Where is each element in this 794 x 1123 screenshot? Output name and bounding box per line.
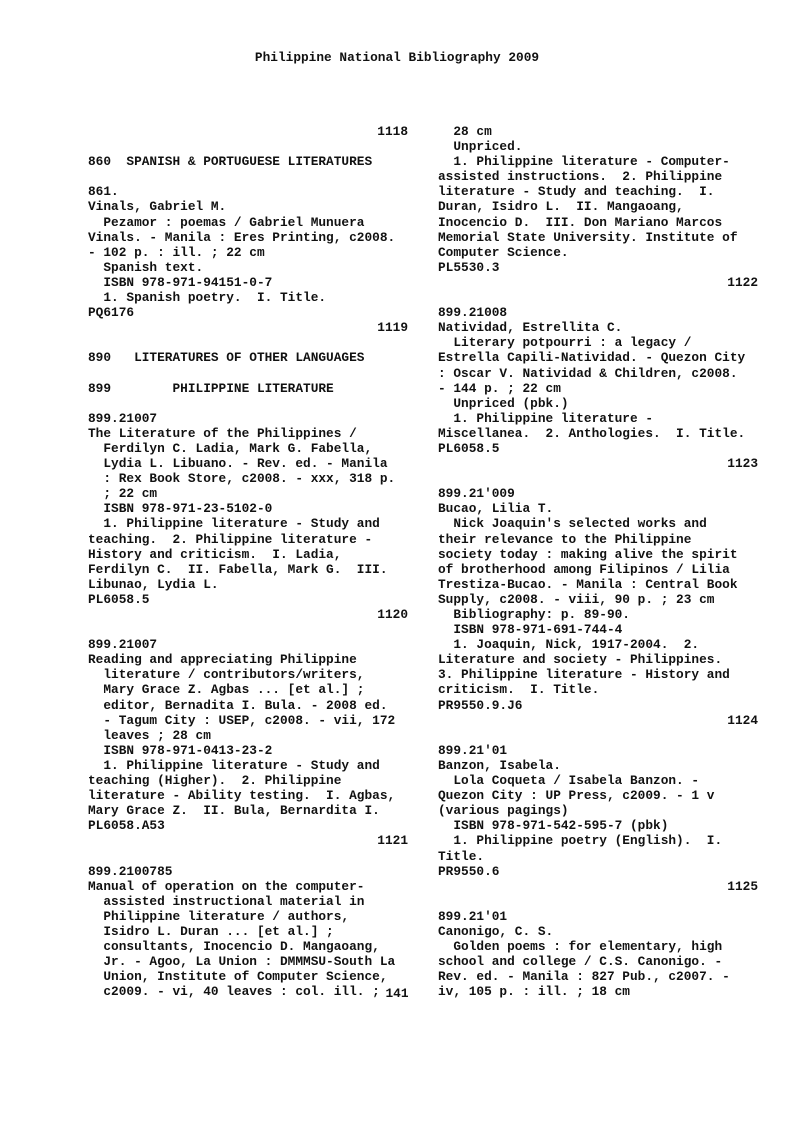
entry-line: 899.2100785 <box>88 863 173 879</box>
entry-line: teaching (Higher). 2. Philippine <box>88 773 342 789</box>
section-heading: 890 LITERATURES OF OTHER LANGUAGES <box>88 350 365 366</box>
entry-line: Bibliography: p. 89-90. <box>438 607 630 622</box>
entry-line: 899.21'01 <box>438 908 508 924</box>
section-heading: 899 PHILIPPINE LITERATURE <box>88 380 334 396</box>
entry-line: PL6058.5 <box>88 591 150 607</box>
entry-line: 899.21'01 <box>438 742 508 758</box>
entry-line: ; 22 cm <box>88 486 158 502</box>
entry-line: Title. <box>438 848 485 864</box>
entry-line: c2009. - vi, 40 leaves : col. ill. ; <box>88 984 380 1000</box>
entry-line: - Tagum City : USEP, c2008. - vii, 172 <box>88 712 396 728</box>
entry-line: 3. Philippine literature - History and <box>438 667 730 683</box>
entry-line: Libunao, Lydia L. <box>88 576 219 592</box>
entry-line: 861. <box>88 184 119 200</box>
entry-line: PR9550.9.J6 <box>438 697 523 713</box>
entry-line: Rev. ed. - Manila : 827 Pub., c2007. - <box>438 969 730 985</box>
entry-line: Inocencio D. III. Don Mariano Marcos <box>438 214 723 230</box>
entry-line: Banzon, Isabela. <box>438 757 561 773</box>
entry-line: Supply, c2008. - viii, 90 p. ; 23 cm <box>438 591 715 607</box>
entry-number: 1121 <box>377 833 408 849</box>
entry-line: PQ6176 <box>88 305 135 321</box>
page-header: Philippine National Bibliography 2009 <box>254 50 540 65</box>
entry-line: - 144 p. ; 22 cm <box>438 380 561 396</box>
entry-line: PL5530.3 <box>438 259 500 275</box>
entry-number: 1125 <box>727 878 758 894</box>
entry-line: Lydia L. Libuano. - Rev. ed. - Manila <box>88 456 388 472</box>
entry-line: of brotherhood among Filipinos / Lilia <box>438 561 730 577</box>
entry-line: 1. Philippine literature - <box>438 410 654 426</box>
entry-line: their relevance to the Philippine <box>438 531 692 547</box>
entry-line: editor, Bernadita I. Bula. - 2008 ed. <box>88 697 388 713</box>
entry-line: 899.21007 <box>88 410 158 426</box>
entry-line: Philippine literature / authors, <box>88 908 350 924</box>
entry-number: 1118 <box>377 124 408 139</box>
entry-line: Mary Grace Z. II. Bula, Bernardita I. <box>88 803 380 819</box>
entry-line: History and criticism. I. Ladia, <box>88 546 342 562</box>
entry-line: ISBN 978-971-0413-23-2 <box>88 742 273 758</box>
entry-line: Literature and society - Philippines. <box>438 652 723 668</box>
entry-line: Mary Grace Z. Agbas ... [et al.] ; <box>88 682 365 698</box>
entry-line: Reading and appreciating Philippine <box>88 652 357 668</box>
entry-line: Isidro L. Duran ... [et al.] ; <box>88 923 334 939</box>
entry-number: 1124 <box>727 712 758 728</box>
entry-line: assisted instructional material in <box>88 893 365 909</box>
entry-number: 1123 <box>727 456 758 472</box>
entry-line: Computer Science. <box>438 244 569 260</box>
entry-line: 899.21008 <box>438 305 508 321</box>
entry-1123 <box>438 486 758 712</box>
entry-number: 1119 <box>377 320 408 336</box>
entry-line: Memorial State University. Institute of <box>438 229 738 245</box>
entry-1121 <box>88 864 408 1000</box>
left-column <box>88 124 408 999</box>
entry-line: Vinals, Gabriel M. <box>88 199 227 215</box>
entry-line: Duran, Isidro L. II. Mangaoang, <box>438 199 684 215</box>
entry-line: 1. Philippine literature - Study and <box>88 757 380 773</box>
entry-line: 1. Joaquin, Nick, 1917-2004. 2. <box>438 637 700 653</box>
entry-line: society today : making alive the spirit <box>438 546 738 562</box>
entry-line: Jr. - Agoo, La Union : DMMMSU-South La <box>88 954 396 970</box>
entry-line: ISBN 978-971-23-5102-0 <box>88 501 273 517</box>
entry-line: Estrella Capili-Natividad. - Quezon City <box>438 350 746 366</box>
entry-line: criticism. I. Title. <box>438 682 600 698</box>
entry-1124 <box>438 743 758 879</box>
entry-line: Miscellanea. 2. Anthologies. I. Title. <box>438 425 746 441</box>
entry-line: : Oscar V. Natividad & Children, c2008. <box>438 365 738 381</box>
entry-line: teaching. 2. Philippine literature - <box>88 531 373 547</box>
entry-line: Union, Institute of Computer Science, <box>88 969 388 985</box>
entry-1122 <box>438 305 758 456</box>
section-heading: 860 SPANISH & PORTUGUESE LITERATURES <box>88 154 373 170</box>
entry-line: literature - Study and teaching. I. <box>438 184 715 200</box>
entry-line: Pezamor : poemas / Gabriel Munuera <box>88 214 365 230</box>
entry-line: literature - Ability testing. I. Agbas, <box>88 788 396 804</box>
entry-line: 1. Philippine literature - Computer- <box>438 154 730 170</box>
entry-line: - 102 p. : ill. ; 22 cm <box>88 244 265 260</box>
entry-1118 <box>88 184 408 320</box>
entry-line: leaves ; 28 cm <box>88 727 211 743</box>
entry-line: Spanish text. <box>88 259 204 275</box>
entry-number: 1122 <box>727 274 758 290</box>
entry-line: 28 cm <box>438 124 492 139</box>
entry-line: Unpriced (pbk.) <box>438 395 569 411</box>
entry-line: 1. Spanish poetry. I. Title. <box>88 290 327 306</box>
right-column <box>438 124 758 999</box>
entry-line: PR9550.6 <box>438 863 500 879</box>
page-number: 141 <box>385 986 409 1001</box>
entry-line: Manual of operation on the computer- <box>88 878 365 894</box>
entry-line: 1. Philippine literature - Study and <box>88 516 380 532</box>
entry-line: : Rex Book Store, c2008. - xxx, 318 p. <box>88 471 396 487</box>
entry-line: Ferdilyn C. II. Fabella, Mark G. III. <box>88 561 388 577</box>
entry-line: 899.21007 <box>88 637 158 653</box>
entry-1120 <box>88 637 408 833</box>
entry-line: consultants, Inocencio D. Mangaoang, <box>88 939 380 955</box>
entry-line: ISBN 978-971-542-595-7 (pbk) <box>438 818 669 834</box>
entry-line: Golden poems : for elementary, high <box>438 939 723 955</box>
entry-line: Nick Joaquin's selected works and <box>438 516 707 532</box>
entry-line: 899.21'009 <box>438 486 515 502</box>
entry-line: school and college / C.S. Canonigo. - <box>438 954 723 970</box>
entry-line: ISBN 978-971-94151-0-7 <box>88 274 273 290</box>
entry-line: assisted instructions. 2. Philippine <box>438 169 723 185</box>
entry-line: Bucao, Lilia T. <box>438 501 554 517</box>
entry-line: 1. Philippine poetry (English). I. <box>438 833 723 849</box>
entry-line: ISBN 978-971-691-744-4 <box>438 622 623 638</box>
entry-line: Ferdilyn C. Ladia, Mark G. Fabella, <box>88 440 373 456</box>
entry-line: (various pagings) <box>438 803 569 819</box>
entry-1119 <box>88 411 408 607</box>
entry-line: Canonigo, C. S. <box>438 923 554 939</box>
entry-line: literature / contributors/writers, <box>88 667 365 683</box>
entry-line: Vinals. - Manila : Eres Printing, c2008. <box>88 229 396 245</box>
entry-line: Natividad, Estrellita C. <box>438 320 623 336</box>
entry-line: PL6058.5 <box>438 440 500 456</box>
entry-line: The Literature of the Philippines / <box>88 425 357 441</box>
entry-line: Quezon City : UP Press, c2009. - 1 v <box>438 788 715 804</box>
entry-line: PL6058.A53 <box>88 818 165 834</box>
entry-line: Trestiza-Bucao. - Manila : Central Book <box>438 576 738 592</box>
entry-1121-continued <box>438 124 758 275</box>
entry-line: Literary potpourri : a legacy / <box>438 335 692 351</box>
entry-number: 1120 <box>377 607 408 622</box>
entry-line: Lola Coqueta / Isabela Banzon. - <box>438 773 700 789</box>
entry-line: Unpriced. <box>438 139 523 155</box>
entry-line: iv, 105 p. : ill. ; 18 cm <box>438 984 630 1000</box>
